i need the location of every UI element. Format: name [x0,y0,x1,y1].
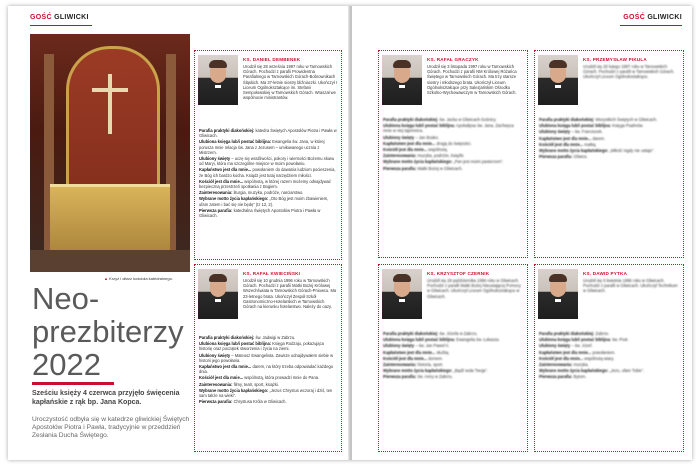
priest-name: KS. DAWID PYTKA [583,271,628,276]
priest-bio: Urodził się 10 grudnia 1996 roku w Tarnowskich Górach. Pochodzi z parafii Matki Bożej Królowej Wszechświata w Tarnowskich Górach-Pniowcu. Ma 23-letnego brata. Ukończył Zespół Szkół Gastronomiczno-Hotelarskich w Tarnowskich Górach na kierunku hotelarstwo. Należy do oazy. [243,278,337,310]
magazine-spread [8,6,692,460]
priest-name: KS. PRZEMYSŁAW PIKULA [583,57,647,62]
page-title: Neo-prezbiterzy 2022 [32,281,184,382]
priest-name: KS. RAFAŁ GRACZYK [427,57,479,62]
cross-beam [92,88,128,92]
priest-card [378,50,528,258]
priest-name: KS. KRZYSZTOF CZERNIK [427,271,490,276]
priest-details: Parafia praktyki diakońskiej: Wszystkich Świętych w Gliwicach. Ulubiona księga lub/i postać biblijna: Księga Psalmów. Ulubiony święty – św. Franciszek. Kapłaństwo jest dla mnie... darem. Kościół jest dla mnie... matką. Wybrane motto życia kapłańskiego: „Miłość nigdy nie ustaje”. Pierwsza parafia: Gliwice. [539,117,658,160]
priest-bio: Urodził się 28 września 1997 roku w Tarnowskich Górach. Pochodzi z parafii Prowidentna Parafialnego w Tarnowskich Górach-Bobrownikach Śląskich. Ma 37-letnie siostry bliźniaczki. Ukończył I Liceum Ogólnokształcące im. Stefanii Sempołowskiej w Tarnowskich Górach. Wraszał we wspólnocie ministrantów. [243,64,337,101]
priest-details: Parafia praktyki diakońskiej: katedra Świętych Apostołów Piotra i Pawła w Gliwicach. Ulubiona księga lub/i postać biblijna: Ewangelia św. Jana, w której porusza mnie relacja św. Jana z Jezusem – umiłowanego ucznia z Mistrzem. Ulubiony święty – uczę się wrażliwości, pokory i wierności Bożemu słowu od Maryi, która ma szczególne miejsce w moim powołaniu. Kapłaństwo jest dla mnie... powołaniem do dawania ludziom pocieszenia, że Bóg ich bardzo kocha. Ksiądz jest tutaj narzędziem miłości. Kościół jest dla mnie... wspólnotą, w której razem możemy odnajdywać bezpieczną przestrzeń spotkania z Bogiem. Zainteresowania: liturgia, muzyka, podróże, narciarstwo. Wybrane motto życia kapłańskiego: „Oto Bóg jest moim zbawieniem, ufam zatem i bać się nie będę” (Iz 12, 2). Pierwsza parafia: katedralna Świętych Apostołów Piotra i Pawła w Gliwicach. [199,128,337,219]
priest-card [378,264,528,452]
right-page [352,6,692,460]
priest-portrait [382,55,422,105]
masthead-region: GLIWICKI [647,14,682,21]
priest-portrait [538,55,578,105]
masthead-brand: GOŚĆ [30,14,52,21]
floor [30,250,190,272]
caption-triangle-icon: ▲ [104,276,108,281]
altar [50,184,170,257]
priest-portrait [382,269,422,319]
cross-icon [108,74,112,134]
masthead-brand: GOŚĆ [623,14,646,21]
priest-details: Parafia praktyki diakońskiej: św. Jadwigi w Zabrzu. Ulubiona księga lub/i postać biblijna: Księga Rodzaju, pokazująca historię oraz początek stworzenia i życia na ziemi. Ulubiony święty – Mateusz Ewangelista. Zawsze odnajdywałem siebie w historii jego powołania. Kapłaństwo jest dla mnie... darem, na który trzeba odpowiadać każdego dnia. Kościół jest dla mnie... wspólnotą, która prowadzi mnie do Pana. Zainteresowania: filmy, teatr, sport, książki. Wybrane motto życia kapłańskiego: „Jezus Chrystus wczoraj i dziś, ten sam także na wieki”. Pierwsza parafia: Chrystusa Króla w Gliwicach. [199,335,334,405]
intro-text: Uroczystość odbyła się w katedrze gliwickiej Świętych Apostołów Piotra i Pawła, tradycyjnie w przeddzień Zesłania Ducha Świętego. [32,416,190,439]
masthead-left [30,14,89,21]
lead-text: Sześciu księży 4 czerwca przyjęło święcenia kapłańskie z rąk bp. Jana Kopca. [32,390,180,406]
priest-bio: Urodził się 5 kwietnia 1996 roku w Gliwicach. Pochodzi z parafii w Gliwicach. Ukończył Technikum w Gliwicach. [583,278,678,294]
priest-bio: Urodził się 29 października 1996 roku w Gliwicach. Pochodzi z parafii Matki Bożej Nieustającej Pomocy w Gliwicach. Ukończył Liceum Ogólnokształcące w Gliwicach. [427,278,521,299]
photo-caption [104,276,196,281]
priest-bio: Urodził się 3 listopada 1997 roku w Tarnowskich Górach. Pochodzi z parafii NM Królowej Różańca Świętego w Tarnowskich Górach. Ma trzy starsze siostry i młodszego brata. Ukończył Liceum Ogólnokształcące przy Salezjańskim Ośrodku Szkolno-Wychowawczym w Tarnowskich Górach. [427,64,517,96]
priest-card [194,264,342,452]
masthead-right [623,14,682,21]
priest-portrait [198,269,238,319]
priest-name: KS. RAFAŁ KWIECIŃSKI [243,271,301,276]
priest-name: KS. DANIEL DEMBENEK [243,57,301,62]
priest-details: Parafia praktyki diakońskiej: św. Józefa w Zabrzu. Ulubiona księga lub/i postać biblijna: Ewangelia św. Łukasza. Ulubiony święty – św. Jan Paweł II. Kapłaństwo jest dla mnie... służbą. Kościół jest dla mnie... domem. Zainteresowania: historia, sport. Wybrane motto życia kapłańskiego: „Bądź wola Twoja”. Pierwsza parafia: św. Anny w Zabrzu. [383,331,500,380]
priest-details: Parafia praktyki diakońskiej: św. Jacka w Gliwicach-Sośnicy. Ulubiona księga lub/i postać biblijna: Apokalipsa św. Jana. Zachwyca mnie w niej tajemnica. Ulubiony święty – Jan Bosko. Kapłaństwo jest dla mnie... drogą do świętości. Kościół jest dla mnie... wspólnotą. Zainteresowania: muzyka, podróże, książki. Wybrane motto życia kapłańskiego: „Pan jest moim pasterzem”. Pierwsza parafia: Matki Bożej w Gliwicach. [383,117,514,171]
priest-card [534,50,684,258]
masthead-rule [620,25,682,26]
masthead-rule [30,25,92,26]
left-page [8,6,350,460]
priest-portrait [538,269,578,319]
cathedral-altar-photo [30,34,190,272]
priest-card [194,50,342,260]
priest-portrait [198,55,238,105]
priest-bio: Urodził się 20 lutego 1997 roku w Tarnowskich Górach. Pochodzi z parafii w Tarnowskich Górach. Ukończył Liceum Ogólnokształcące. [583,64,675,80]
priest-card [534,264,684,452]
photo-caption-text: Krzyż i ołtarz kościoła katedralnego. [109,276,173,281]
priest-details: Parafia praktyki diakońskiej: Zabrze. Ulubiona księga lub/i postać biblijna: św. Piotr. Ulubiony święty – św. Józef. Kapłaństwo jest dla mnie... powołaniem. Kościół jest dla mnie... wspólnotą wiary. Zainteresowania: muzyka. Wybrane motto życia kapłańskiego: „Jezu, ufam Tobie”. Pierwsza parafia: Bytom. [539,331,645,380]
masthead-region: GLIWICKI [54,14,89,21]
title-rule [32,382,114,385]
